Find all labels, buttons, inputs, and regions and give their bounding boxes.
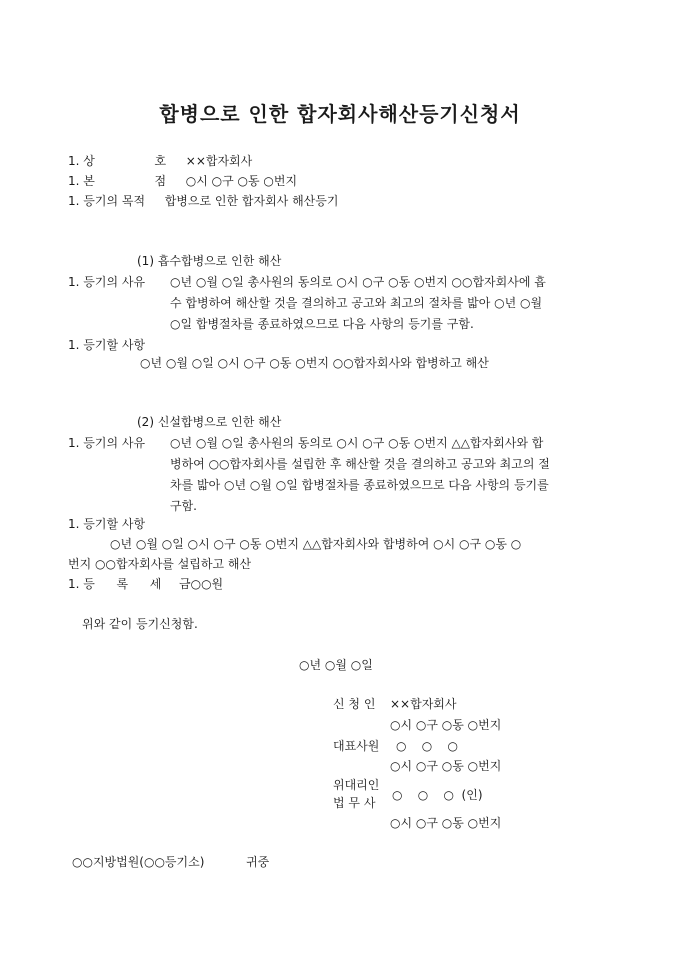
section2-matters-line1: ○년 ○월 ○일 ○시 ○구 ○동 ○번지 △△합자회사와 합병하여 ○시 ○구 ○동 ○ bbox=[110, 537, 522, 551]
trade-name-label-a: 1. 상 bbox=[68, 154, 95, 168]
section2-matters-line2: 번지 ○○합자회사를 설립하고 해산 bbox=[68, 557, 252, 571]
court-suffix: 귀중 bbox=[246, 855, 270, 869]
purpose-label: 1. 등기의 목적 bbox=[68, 194, 146, 208]
office-value: ○시 ○구 ○동 ○번지 bbox=[185, 174, 298, 188]
applicant-label: 신 청 인 bbox=[333, 697, 376, 711]
court-row bbox=[72, 853, 269, 871]
purpose-row bbox=[68, 192, 338, 210]
tax-label-a: 1. 등 bbox=[68, 577, 95, 591]
section1-matters-value: ○년 ○월 ○일 ○시 ○구 ○동 ○번지 ○○합자회사와 합병하고 해산 bbox=[140, 356, 489, 370]
trade-name-label-b: 호 bbox=[154, 154, 167, 168]
applicant-value: ××합자회사 bbox=[390, 697, 457, 711]
tax-value: 금○○원 bbox=[179, 577, 224, 591]
section1-reason-label: 1. 등기의 사유 bbox=[68, 275, 146, 289]
applicant-address: ○시 ○구 ○동 ○번지 bbox=[390, 718, 502, 732]
section1-reason-line1: ○년 ○월 ○일 총사원의 동의로 ○시 ○구 ○동 ○번지 ○○합자회사에 흡 bbox=[170, 275, 546, 289]
date-line: ○년 ○월 ○일 bbox=[299, 658, 373, 672]
tax-row bbox=[68, 575, 223, 593]
office-row bbox=[68, 172, 297, 190]
closing-text: 위와 같이 등기신청함. bbox=[82, 617, 198, 631]
agent-label-2: 법 무 사 bbox=[333, 796, 376, 810]
section2-reason-label: 1. 등기의 사유 bbox=[68, 436, 146, 450]
trade-name-value: ××합자회사 bbox=[185, 154, 253, 168]
purpose-value: 합병으로 인한 합자회사 해산등기 bbox=[164, 194, 339, 208]
court-name: ○○지방법원(○○등기소) bbox=[72, 855, 205, 869]
document-title: 합병으로 인한 합자회사해산등기신청서 bbox=[159, 102, 521, 126]
section2-matters-label: 1. 등기할 사항 bbox=[68, 517, 146, 531]
section2-reason-line3: 차를 밟아 ○년 ○월 ○일 합병절차를 종료하였으므로 다음 사항의 등기를 bbox=[170, 478, 549, 492]
section2-heading: (2) 신설합병으로 인한 해산 bbox=[137, 415, 282, 429]
agent-value: ○ ○ ○ (인) bbox=[392, 788, 483, 802]
tax-label-c: 세 bbox=[149, 577, 162, 591]
section1-matters-label: 1. 등기할 사항 bbox=[68, 338, 146, 352]
section1-heading: (1) 흡수합병으로 인한 해산 bbox=[137, 254, 282, 268]
tax-label-b: 록 bbox=[116, 577, 129, 591]
office-label-a: 1. 본 bbox=[68, 174, 95, 188]
office-label-b: 점 bbox=[154, 174, 167, 188]
trade-name-row bbox=[68, 152, 252, 170]
section1-reason-line2: 수 합병하여 해산할 것을 결의하고 공고와 최고의 절차를 밟아 ○년 ○월 bbox=[170, 296, 543, 310]
rep-address: ○시 ○구 ○동 ○번지 bbox=[390, 759, 502, 773]
section2-reason-line2: 병하여 ○○합자회사를 설립한 후 해산할 것을 결의하고 공고와 최고의 절 bbox=[170, 457, 550, 471]
agent-label-1: 위대리인 bbox=[333, 778, 380, 792]
section1-reason-line3: ○일 합병절차를 종료하였으므로 다음 사항의 등기를 구함. bbox=[170, 317, 474, 331]
agent-address: ○시 ○구 ○동 ○번지 bbox=[390, 816, 502, 830]
rep-label: 대표사원 bbox=[333, 739, 380, 753]
rep-value: ○ ○ ○ bbox=[396, 739, 458, 753]
section2-reason-line4: 구함. bbox=[170, 499, 197, 513]
section2-reason-line1: ○년 ○월 ○일 총사원의 동의로 ○시 ○구 ○동 ○번지 △△합자회사와 합 bbox=[170, 436, 544, 450]
